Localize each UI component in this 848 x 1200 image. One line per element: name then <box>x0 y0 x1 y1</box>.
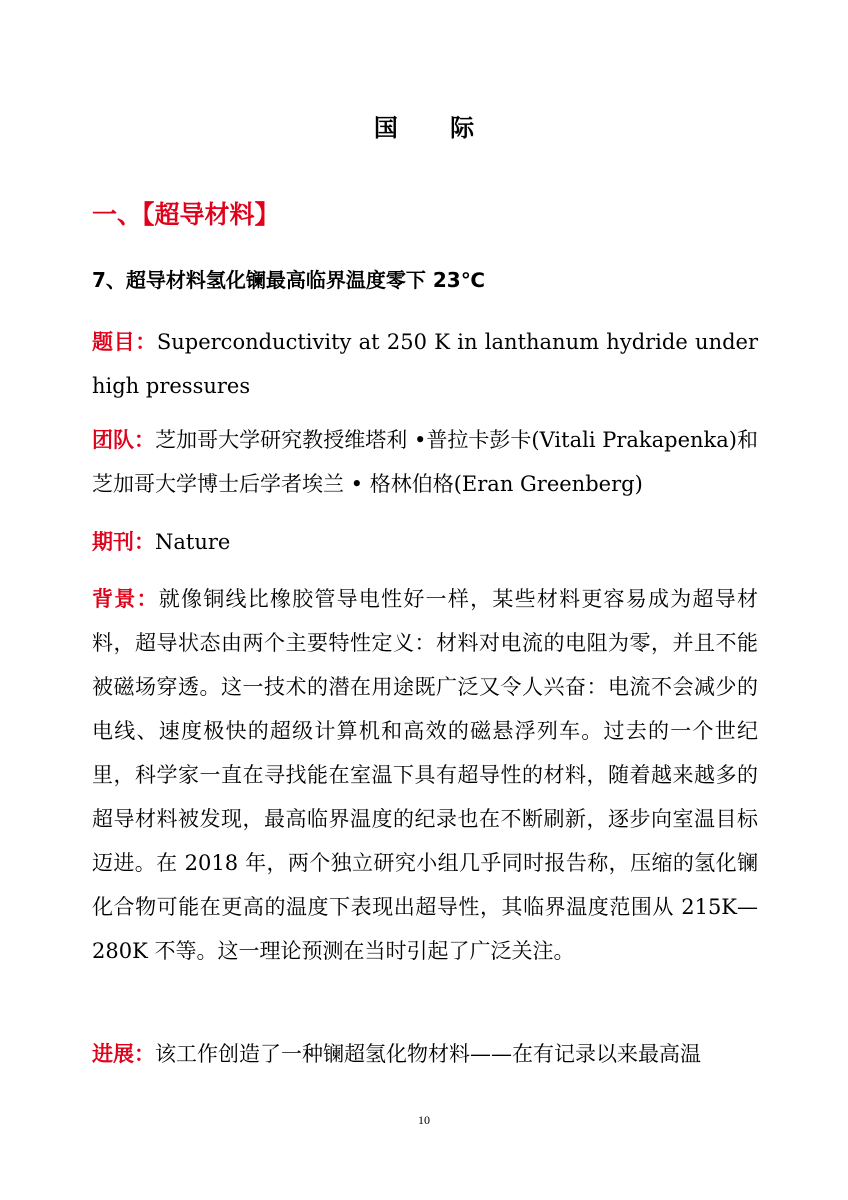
journal-paragraph <box>92 520 758 564</box>
team-label: 团队： <box>92 428 156 452</box>
progress-value: 该工作创造了一种镧超氢化物材料——在有记录以来最高温 <box>155 1042 701 1066</box>
team-paragraph <box>92 418 758 506</box>
progress-paragraph <box>92 1032 758 1076</box>
topic-value: Superconductivity at 250 K in lanthanum hydride under high pressures <box>92 330 759 398</box>
page-title: 国 际 <box>373 114 497 142</box>
journal-label: 期刊： <box>92 530 155 554</box>
team-value: 芝加哥大学研究教授维塔利 •普拉卡彭卡(Vitali Prakapenka)和芝加哥大学博士后学者埃兰 • 格林伯格(Eran Greenberg) <box>92 428 759 496</box>
background-value: 就像铜线比橡胶管导电性好一样，某些材料更容易成为超导材料，超导状态由两个主要特性定义：材料对电流的电阻为零，并且不能被磁场穿透。这一技术的潜在用途既广泛又令人兴奋：电流不会减少的电线、速度极快的超级计算机和高效的磁悬浮列车。过去的一个世纪里，科学家一直在寻找能在室温下具有超导性的材料，随着越来越多的超导材料被发现，最高临界温度的纪录也在不断刷新，逐步向室温目标迈进。在 2018 年，两个独立研究小组几乎同时报告称，压缩的氢化镧化合物可能在更高的温度下表现出超导性，其临界温度范围从 215K—280K 不等。这一理论预测在当时引起了广泛关注。 <box>92 587 759 963</box>
background-paragraph <box>92 577 758 973</box>
progress-label: 进展： <box>92 1042 155 1066</box>
journal-value: Nature <box>155 530 231 554</box>
article-title: 7、超导材料氢化镧最高临界温度零下 23℃ <box>92 268 485 292</box>
topic-paragraph <box>92 320 758 408</box>
background-label: 背景： <box>92 587 159 611</box>
section-heading: 一、【超导材料】 <box>92 200 280 229</box>
topic-label: 题目： <box>92 330 157 354</box>
page-number: 10 <box>418 1113 430 1127</box>
